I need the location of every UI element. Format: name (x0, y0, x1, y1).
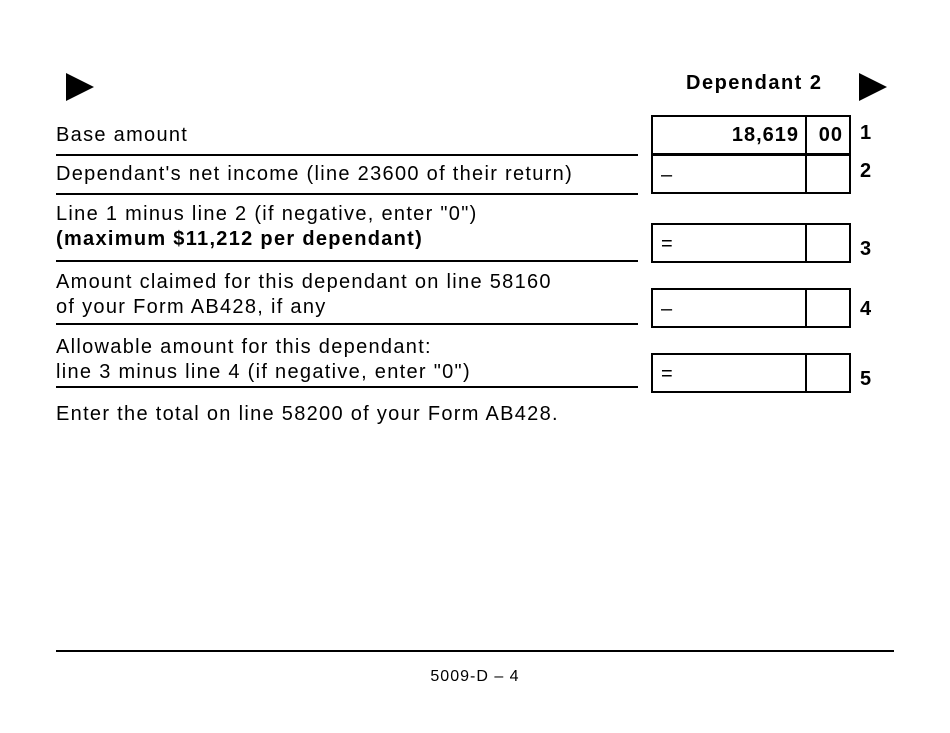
row-4-rule (56, 323, 638, 325)
line-number-5: 5 (860, 368, 872, 390)
row-1-rule (56, 154, 638, 156)
row-5-label: Allowable amount for this dependant: line 3 minus line 4 (if negative, enter "0") (56, 336, 471, 383)
equals-sign: = (661, 233, 673, 255)
dependant-header: Dependant 2 (686, 72, 823, 94)
line-3-amount-box[interactable] (651, 223, 851, 263)
minus-sign: – (661, 298, 673, 320)
row-4-label: Amount claimed for this dependant on line 58160 of your Form AB428, if any (56, 271, 552, 318)
line-4-amount-box[interactable] (651, 288, 851, 328)
row-5-rule (56, 386, 638, 388)
line-5-amount-box[interactable] (651, 353, 851, 393)
line-number-1: 1 (860, 122, 872, 144)
line-1-amount-box[interactable] (651, 115, 851, 155)
row-3-rule (56, 260, 638, 262)
equals-sign: = (661, 363, 673, 385)
minus-sign: – (661, 164, 673, 186)
row-3-label: Line 1 minus line 2 (if negative, enter "0") (maximum $11,212 per dependant) (56, 203, 478, 250)
line-1-cents: 00 (818, 124, 843, 146)
line-1-dollars: 18,619 (731, 124, 799, 146)
footer-rule (56, 650, 894, 652)
page-number: 5009-D – 4 (430, 668, 520, 685)
line-2-amount-box[interactable] (651, 154, 851, 194)
row-2-rule (56, 193, 638, 195)
line-number-3: 3 (860, 238, 872, 260)
instruction-text: Enter the total on line 58200 of your Form AB428. (56, 403, 559, 425)
left-arrow-icon (66, 73, 94, 101)
row-2-label: Dependant's net income (line 23600 of their return) (56, 163, 574, 185)
right-arrow-icon (859, 73, 887, 101)
line-number-4: 4 (860, 298, 872, 320)
line-number-2: 2 (860, 160, 872, 182)
row-1-label: Base amount (56, 124, 189, 146)
